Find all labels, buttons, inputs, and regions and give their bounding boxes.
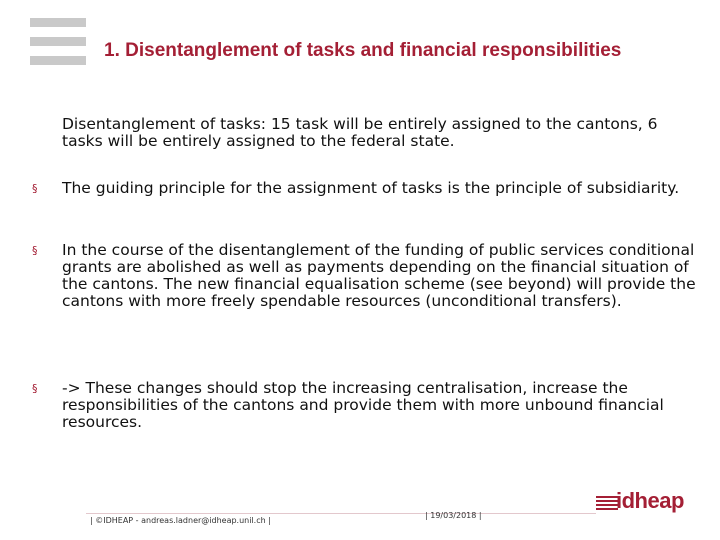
bullet-icon: § xyxy=(32,244,38,257)
bullet-item: -> These changes should stop the increasing centralisation, increase the responsibilities of the cantons and provide them with more unbound financial resources. xyxy=(62,379,664,431)
footer-date: | 19/03/2018 | xyxy=(425,511,482,520)
bullet-item: In the course of the disentanglement of the funding of public services conditional grants are abolished as well as payments depending on the financial situation of the cantons. The new financial equalisation scheme (see beyond) will provide the cantons with more freely spendable resources (unconditional transfers). xyxy=(62,241,696,310)
idheap-logo xyxy=(596,488,700,522)
logo-bar xyxy=(30,37,86,46)
slide-title: 1. Disentanglement of tasks and financial responsibilities xyxy=(104,40,622,61)
header-logo-bars xyxy=(30,18,86,75)
footer-divider xyxy=(86,513,596,514)
logo-lines-icon xyxy=(596,496,618,512)
footer-credit: | ©IDHEAP - andreas.ladner@idheap.unil.ch | xyxy=(90,516,271,525)
bullet-icon: § xyxy=(32,182,38,195)
logo-bar xyxy=(30,56,86,65)
bullet-icon: § xyxy=(32,382,38,395)
intro-paragraph: Disentanglement of tasks: 15 task will be entirely assigned to the cantons, 6 tasks will be entirely assigned to the federal state. xyxy=(62,115,658,150)
bullet-item: The guiding principle for the assignment of tasks is the principle of subsidiarity. xyxy=(62,179,680,197)
brand-name: idheap xyxy=(616,488,684,513)
logo-bar xyxy=(30,18,86,27)
